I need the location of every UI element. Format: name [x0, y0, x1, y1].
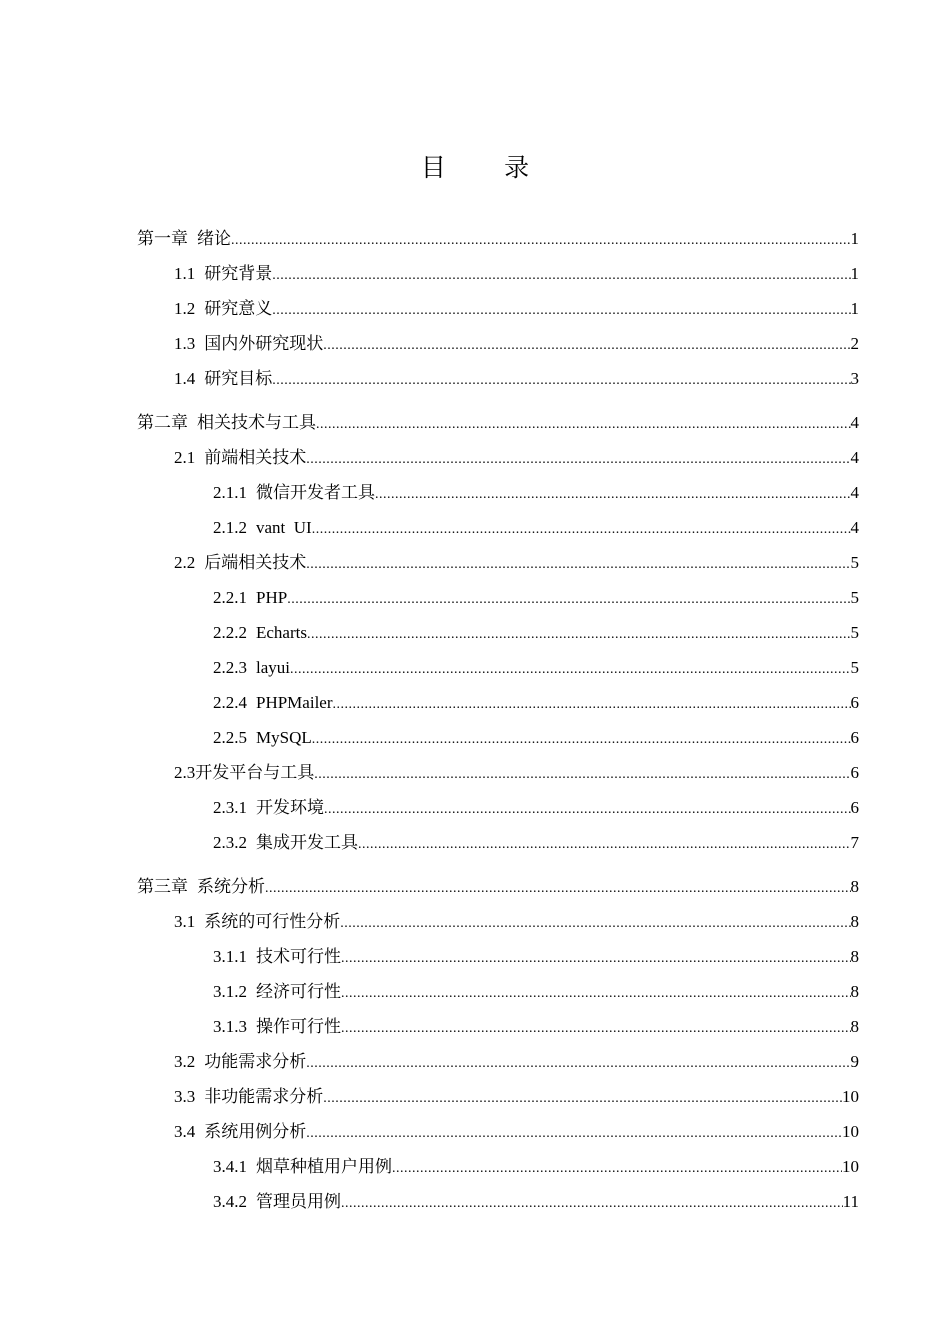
- toc-entry-page: 8: [850, 982, 859, 1001]
- toc-entry-number: 3.1: [174, 912, 196, 931]
- toc-entry-page: 2: [850, 334, 859, 353]
- toc-entry-text: 管理员用例: [256, 1192, 341, 1211]
- toc-entry-number: 2.3: [174, 763, 196, 782]
- toc-entry-number: 2.2.4: [213, 693, 247, 712]
- toc-entry-text: 相关技术与工具: [197, 413, 316, 432]
- toc-entry-number: 1.2: [174, 299, 196, 318]
- toc-entry-2-2[interactable]: [137, 545, 859, 580]
- toc-entry-page: 3: [850, 369, 859, 388]
- toc-entry-text: Echarts: [256, 623, 307, 642]
- dot-leader: [316, 407, 851, 442]
- toc-entry-number: 3.2: [174, 1052, 196, 1071]
- toc-entry-3-1[interactable]: [137, 904, 859, 939]
- toc-entry-1-3[interactable]: [137, 326, 859, 361]
- toc-entry-page: 11: [842, 1192, 859, 1211]
- toc-entry-page: 5: [850, 623, 859, 642]
- toc-entry-number: 2.1.2: [213, 518, 247, 537]
- toc-entry-page: 6: [850, 763, 859, 782]
- toc-entry-chapter-3[interactable]: [137, 869, 859, 904]
- toc-entry-text: 研究意义: [204, 299, 273, 318]
- toc-entry-text: 技术可行性: [256, 947, 341, 966]
- dot-leader: [272, 258, 850, 293]
- toc-entry-text: 开发平台与工具: [195, 763, 315, 782]
- dot-leader: [323, 328, 850, 363]
- toc-entry-page: 10: [842, 1087, 859, 1106]
- toc-entry-page: 9: [850, 1052, 859, 1071]
- toc-entry-number: 1.4: [174, 369, 196, 388]
- toc-entry-page: 5: [850, 553, 859, 572]
- dot-leader: [341, 1011, 851, 1046]
- toc-entry-text: MySQL: [256, 728, 312, 747]
- toc-title: 目 录: [420, 155, 556, 182]
- toc-entry-number: 2.2.2: [213, 623, 247, 642]
- toc-entry-number: 1.3: [174, 334, 196, 353]
- toc-entry-page: 6: [850, 728, 859, 747]
- toc-entry-text: 绪论: [197, 229, 231, 248]
- toc-entry-3-4-2[interactable]: [137, 1184, 859, 1219]
- toc-entry-2-2-2[interactable]: [137, 615, 859, 650]
- toc-entry-page: 1: [850, 264, 859, 283]
- toc-entry-page: 5: [850, 658, 859, 677]
- toc-entry-text: 烟草种植用户用例: [256, 1157, 392, 1176]
- toc-entry-3-3[interactable]: [137, 1079, 859, 1114]
- toc-entry-text: 微信开发者工具: [256, 483, 375, 502]
- toc-entry-page: 10: [842, 1157, 859, 1176]
- toc-entry-text: 操作可行性: [256, 1017, 341, 1036]
- toc-entry-number: 2.2.5: [213, 728, 247, 747]
- toc-entry-text: 国内外研究现状: [204, 334, 324, 353]
- toc-entry-number: 3.3: [174, 1087, 196, 1106]
- toc-entry-text: 研究背景: [204, 264, 273, 283]
- toc-entry-3-2[interactable]: [137, 1044, 859, 1079]
- toc-entry-3-1-3[interactable]: [137, 1009, 859, 1044]
- dot-leader: [306, 1116, 842, 1151]
- toc-entry-text: 系统的可行性分析: [204, 912, 341, 931]
- toc-entry-text: 开发环境: [256, 798, 324, 817]
- toc-entry-text: 系统用例分析: [204, 1122, 307, 1141]
- dot-leader: [314, 757, 850, 792]
- dot-leader: [341, 1186, 843, 1221]
- toc-entry-2-1[interactable]: [137, 440, 859, 475]
- toc-entry-number: 2.3.2: [213, 833, 247, 852]
- dot-leader: [287, 582, 850, 617]
- toc-entry-number: 2.2: [174, 553, 196, 572]
- dot-leader: [358, 827, 851, 862]
- toc-entry-2-1-2[interactable]: [137, 510, 859, 545]
- toc-entry-page: 4: [850, 518, 859, 537]
- toc-entry-text: PHP: [256, 588, 288, 607]
- toc-entry-2-1-1[interactable]: [137, 475, 859, 510]
- dot-leader: [340, 906, 850, 941]
- toc-entry-1-4[interactable]: [137, 361, 859, 396]
- toc-entry-text: 非功能需求分析: [204, 1087, 324, 1106]
- toc-entry-number: 2.1.1: [213, 483, 247, 502]
- toc-entry-text: 功能需求分析: [204, 1052, 307, 1071]
- toc-entry-3-1-2[interactable]: [137, 974, 859, 1009]
- toc-entry-2-2-4[interactable]: [137, 685, 859, 720]
- toc-entry-number: 3.4.1: [213, 1157, 247, 1176]
- toc-entry-text: vant UI: [256, 518, 312, 537]
- dot-leader: [312, 722, 851, 757]
- dot-leader: [306, 547, 850, 582]
- toc-entry-text: 经济可行性: [256, 982, 341, 1001]
- table-of-contents: [137, 221, 859, 1219]
- dot-leader: [231, 223, 851, 258]
- toc-entry-chapter-2[interactable]: [137, 405, 859, 440]
- dot-leader: [307, 617, 851, 652]
- toc-entry-page: 10: [842, 1122, 859, 1141]
- dot-leader: [341, 941, 851, 976]
- toc-entry-3-4-1[interactable]: [137, 1149, 859, 1184]
- toc-entry-page: 8: [850, 912, 859, 931]
- dot-leader: [392, 1151, 842, 1186]
- dot-leader: [265, 871, 851, 906]
- toc-entry-number: 2.1: [174, 448, 196, 467]
- toc-entry-text: 后端相关技术: [204, 553, 307, 572]
- toc-entry-1-1[interactable]: [137, 256, 859, 291]
- toc-entry-2-3[interactable]: [137, 755, 859, 790]
- toc-entry-2-2-5[interactable]: [137, 720, 859, 755]
- toc-entry-page: 4: [850, 448, 859, 467]
- dot-leader: [324, 792, 851, 827]
- toc-entry-page: 4: [850, 483, 859, 502]
- toc-entry-page: 1: [850, 229, 859, 248]
- toc-entry-number: 2.3.1: [213, 798, 247, 817]
- toc-entry-1-2[interactable]: [137, 291, 859, 326]
- dot-leader: [306, 442, 850, 477]
- toc-entry-page: 8: [850, 877, 859, 896]
- toc-entry-number: 1.1: [174, 264, 196, 283]
- toc-entry-2-2-1[interactable]: [137, 580, 859, 615]
- toc-entry-page: 7: [850, 833, 859, 852]
- toc-entry-text: layui: [256, 658, 290, 677]
- toc-entry-number: 2.2.3: [213, 658, 247, 677]
- toc-entry-text: 研究目标: [204, 369, 273, 388]
- dot-leader: [306, 1046, 850, 1081]
- toc-entry-2-2-3[interactable]: [137, 650, 859, 685]
- toc-entry-text: 前端相关技术: [204, 448, 307, 467]
- toc-entry-page: 4: [850, 413, 859, 432]
- dot-leader: [312, 512, 851, 547]
- toc-entry-page: 1: [850, 299, 859, 318]
- dot-leader: [341, 976, 851, 1011]
- toc-entry-number: 3.1.2: [213, 982, 247, 1001]
- toc-entry-number: 第二章: [137, 413, 188, 432]
- dot-leader: [290, 652, 851, 687]
- toc-entry-number: 2.2.1: [213, 588, 247, 607]
- toc-entry-number: 第三章: [137, 877, 188, 896]
- dot-leader: [333, 687, 851, 722]
- toc-entry-number: 3.1.1: [213, 947, 247, 966]
- toc-entry-number: 3.4.2: [213, 1192, 247, 1211]
- dot-leader: [272, 293, 850, 328]
- toc-entry-number: 3.4: [174, 1122, 196, 1141]
- toc-entry-text: 系统分析: [197, 877, 265, 896]
- dot-leader: [272, 363, 850, 398]
- dot-leader: [375, 477, 851, 512]
- toc-entry-page: 6: [850, 693, 859, 712]
- toc-entry-page: 8: [850, 1017, 859, 1036]
- toc-entry-3-4[interactable]: [137, 1114, 859, 1149]
- toc-entry-2-3-1[interactable]: [137, 790, 859, 825]
- toc-entry-page: 5: [850, 588, 859, 607]
- toc-entry-chapter-1[interactable]: [137, 221, 859, 256]
- toc-entry-number: 3.1.3: [213, 1017, 247, 1036]
- toc-entry-page: 8: [850, 947, 859, 966]
- toc-entry-2-3-2[interactable]: [137, 825, 859, 860]
- toc-entry-3-1-1[interactable]: [137, 939, 859, 974]
- toc-entry-text: PHPMailer: [256, 693, 333, 712]
- dot-leader: [323, 1081, 842, 1116]
- toc-entry-number: 第一章: [137, 229, 188, 248]
- toc-entry-page: 6: [850, 798, 859, 817]
- toc-entry-text: 集成开发工具: [256, 833, 358, 852]
